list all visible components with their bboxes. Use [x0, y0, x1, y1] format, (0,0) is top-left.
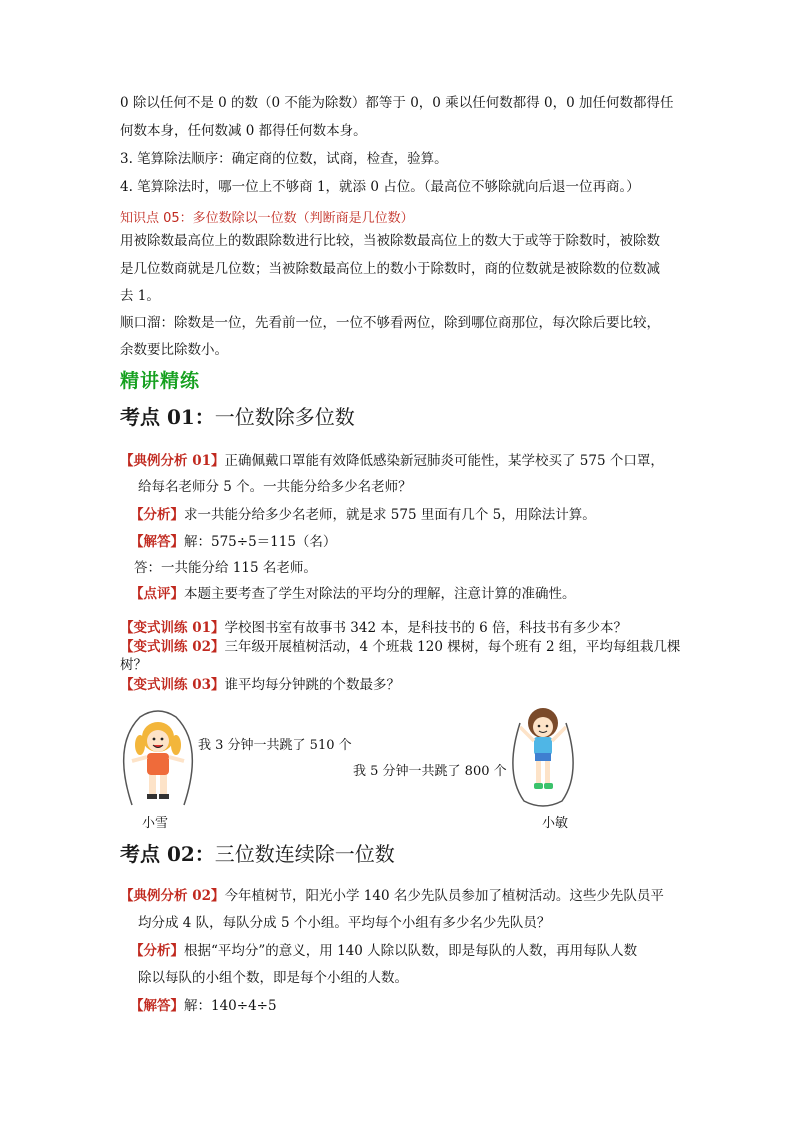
kaodian-02-label: 考点 02： [120, 842, 215, 866]
example-01-answer: 答：一共能分给 115 名老师。 [134, 560, 317, 576]
name-xiaomin: 小敏 [542, 816, 569, 831]
solution-02-tag: 【解答】 [130, 998, 184, 1014]
kaodian-01-heading [120, 401, 355, 430]
analysis-text: 求一共能分给多少名老师，就是求 575 里面有几个 5，用除法计算。 [184, 507, 596, 523]
solution-tag: 【解答】 [130, 534, 184, 550]
text-line-2: 何数本身，任何数减 0 都得任何数本身。 [120, 123, 367, 139]
solution-02-text: 解：140÷4÷5 [184, 998, 277, 1014]
text-line-3: 3. 笔算除法顺序：确定商的位数，试商，检查，验算。 [120, 151, 448, 167]
example-01-comment [130, 583, 576, 605]
kaodian-02-title: 三位数连续除一位数 [214, 842, 395, 866]
text-line-4: 4. 笔算除法时，哪一位上不够商 1，就添 0 占位。（最高位不够除就向后退一位再商。） [120, 179, 640, 195]
variant-01-tag: 【变式训练 01】 [120, 620, 225, 636]
jump-rope-figure [118, 703, 578, 831]
kaodian-01-label: 考点 01： [120, 405, 215, 429]
girl-xiaoxue-illustration [118, 705, 198, 813]
example-02-question-1: 今年植树节，阳光小学 140 名少先队员参加了植树活动。这些少先队员平 [224, 888, 664, 904]
name-xiaoxue: 小雪 [142, 816, 169, 831]
example-01-question-1: 正确佩戴口罩能有效降低感染新冠肺炎可能性，某学校买了 575 个口罩， [224, 453, 664, 469]
comment-tag: 【点评】 [130, 586, 184, 602]
girl-xiaomin-illustration [508, 703, 578, 808]
analysis-tag: 【分析】 [130, 507, 184, 523]
variant-03-tag: 【变式训练 03】 [120, 677, 225, 693]
text-line-9: 余数要比除数小。 [120, 342, 228, 358]
text-line-5: 用被除数最高位上的数跟除数进行比较，当被除数最高位上的数大于或等于除数时，被除数 [120, 233, 660, 249]
variant-03-text: 谁平均每分钟跳的个数最多？ [224, 677, 400, 693]
example-01-solution [130, 531, 336, 553]
variant-02-text: 三年级开展植树活动，4 个班栽 120 棵树，每个班有 2 组，平均每组栽几棵 [224, 639, 681, 655]
kaodian-01-title: 一位数除多位数 [214, 405, 355, 429]
speech-xiaomin: 我 5 分钟一共跳了 800 个 [353, 764, 507, 779]
variant-02-tag: 【变式训练 02】 [120, 639, 225, 655]
kaodian-02-heading [120, 838, 395, 867]
speech-xiaoxue: 我 3 分钟一共跳了 510 个 [198, 738, 352, 753]
variant-01-text: 学校图书室有故事书 342 本，是科技书的 6 倍，科技书有多少本？ [224, 620, 628, 636]
variant-02-text-cont: 树？ [120, 657, 147, 673]
knowledge-point-05-heading: 知识点 05：多位数除以一位数（判断商是几位数） [120, 211, 414, 226]
variant-training-02 [120, 638, 680, 656]
solution-text: 解：575÷5＝115（名） [184, 534, 337, 550]
example-01-question-2: 给每名老师分 5 个。一共能分给多少名老师？ [138, 479, 412, 495]
variant-training-01 [120, 619, 627, 637]
example-02-solution [130, 995, 277, 1017]
section-title: 精讲精练 [120, 370, 201, 392]
analysis-02-tag: 【分析】 [130, 943, 184, 959]
example-02-analysis [130, 940, 637, 962]
example-01-line-1 [120, 450, 664, 472]
text-line-6: 是几位数商就是几位数；当被除数最高位上的数小于除数时，商的位数就是被除数的位数减 [120, 261, 660, 277]
example-01-analysis [130, 504, 596, 526]
analysis-02-text-2: 除以每队的小组个数，即是每个小组的人数。 [138, 970, 408, 986]
text-line-8: 顺口溜：除数是一位，先看前一位，一位不够看两位，除到哪位商那位，每次除后要比较， [120, 315, 660, 331]
example-01-tag: 【典例分析 01】 [120, 453, 225, 469]
example-02-question-2: 均分成 4 队，每队分成 5 个小组。平均每个小组有多少名少先队员？ [138, 915, 551, 931]
comment-text: 本题主要考查了学生对除法的平均分的理解，注意计算的准确性。 [184, 586, 576, 602]
text-line-7: 去 1。 [120, 288, 160, 304]
variant-training-03 [120, 676, 400, 694]
example-02-line-1 [120, 885, 664, 907]
text-line-1: 0 除以任何不是 0 的数（0 不能为除数）都等于 0，0 乘以任何数都得 0，0 加任何数都得任 [120, 95, 674, 111]
example-02-tag: 【典例分析 02】 [120, 888, 225, 904]
analysis-02-text-1: 根据“平均分”的意义，用 140 人除以队数，即是每队的人数，再用每队人数 [184, 943, 638, 959]
